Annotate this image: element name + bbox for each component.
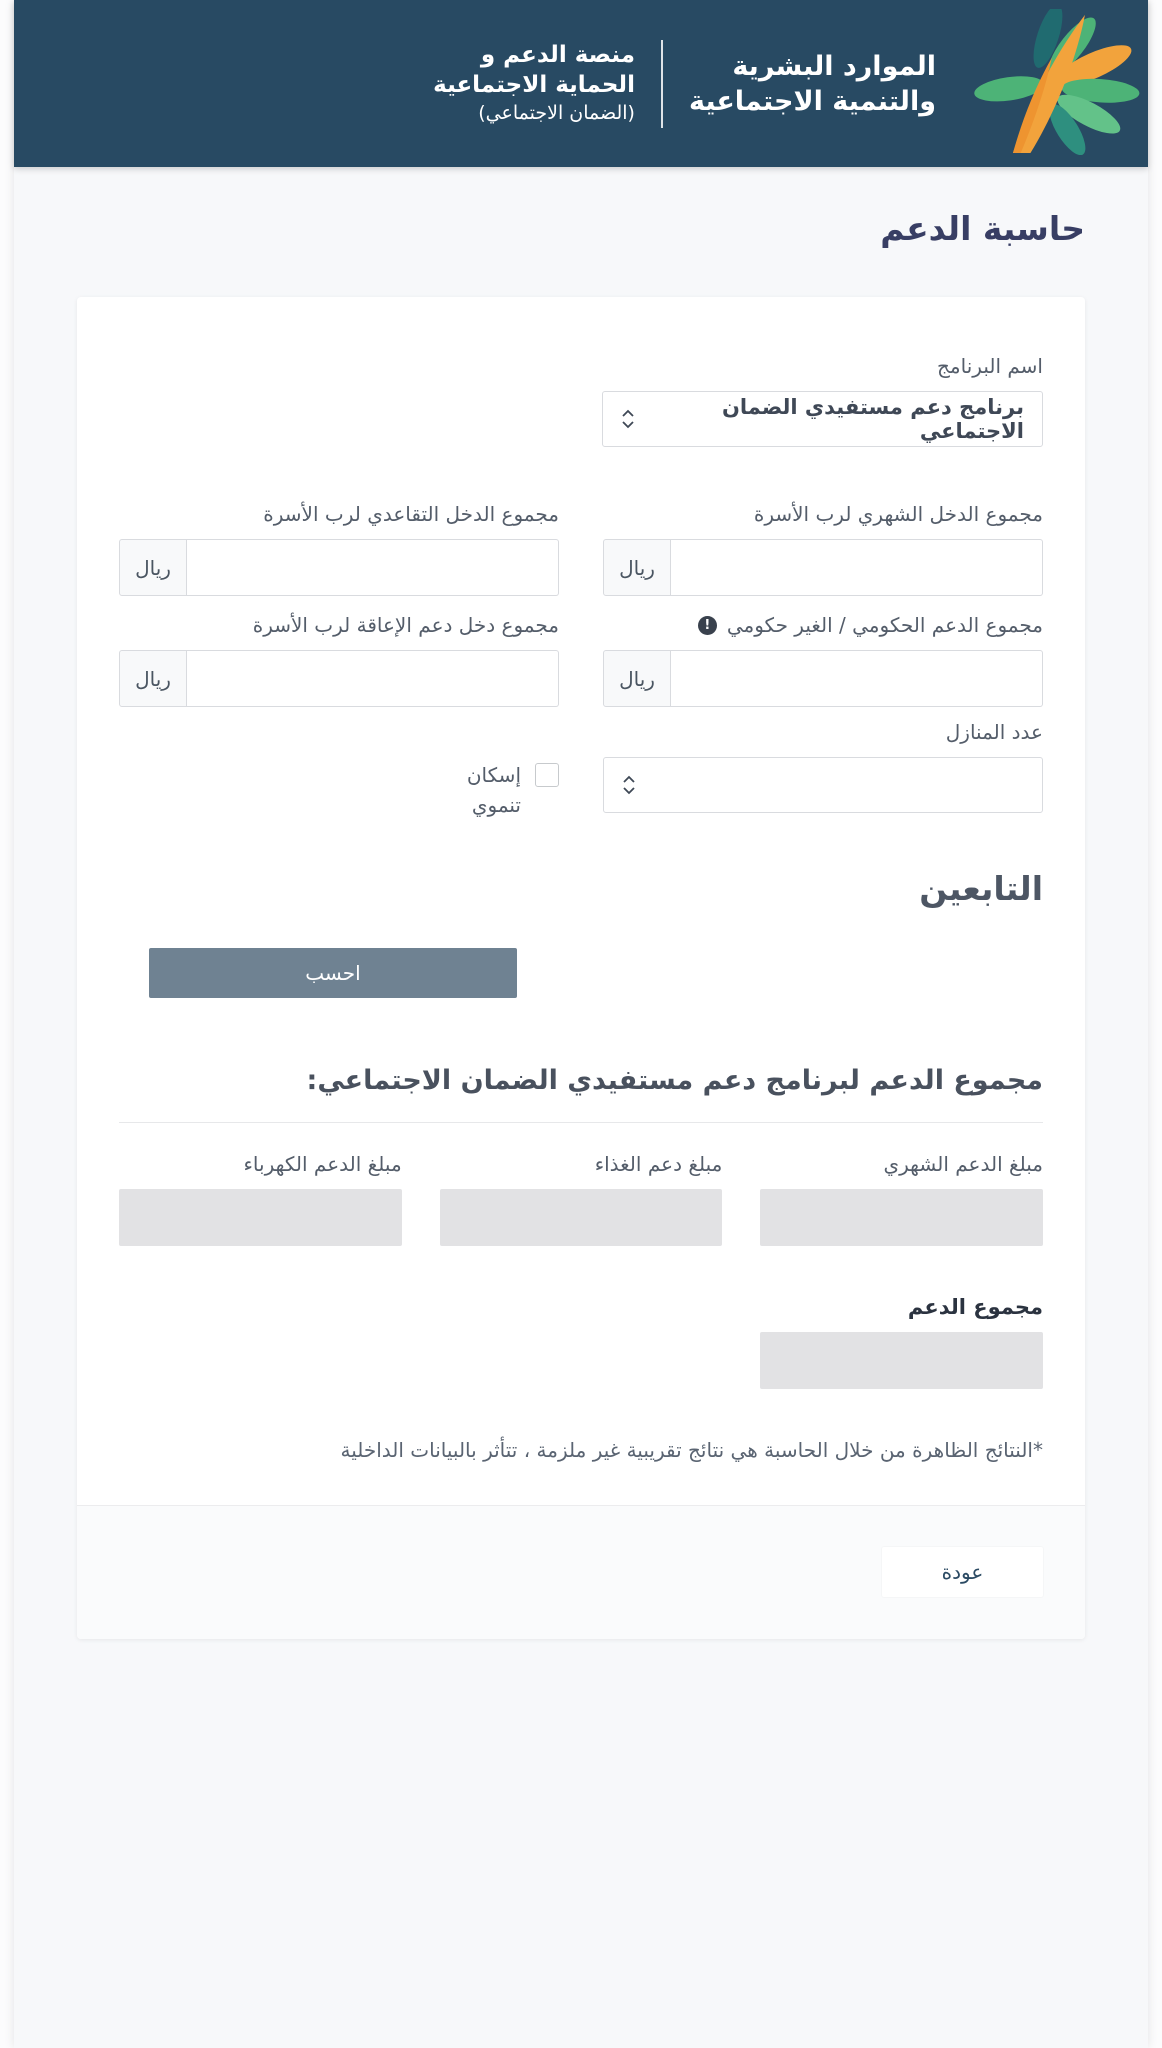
developmental-housing-label: إسكان تنموي: [466, 763, 521, 817]
disability-income-label: مجموع دخل دعم الإعاقة لرب الأسرة: [252, 613, 559, 637]
app-header: [14, 0, 1148, 167]
chevron-up-down-icon: [621, 408, 635, 430]
ministry-name-line2: والتنمية الاجتماعية: [688, 85, 936, 117]
result-food-support: [440, 1151, 723, 1246]
result-monthly-support: [760, 1151, 1043, 1246]
houses-select[interactable]: [603, 757, 1043, 813]
field-disability-income: [119, 612, 559, 707]
page-title: حاسبة الدعم: [880, 209, 1085, 248]
disability-income-input[interactable]: [187, 650, 559, 707]
houses-label: عدد المنازل: [945, 720, 1043, 744]
currency-addon: ريال: [603, 650, 671, 707]
back-button[interactable]: عودة: [882, 1547, 1043, 1597]
dependents-heading: التابعين: [919, 869, 1043, 908]
currency-addon: ريال: [119, 539, 187, 596]
platform-name: [433, 40, 635, 127]
gov-support-input[interactable]: [671, 650, 1043, 707]
calculator-card: [77, 297, 1085, 1639]
results-heading: مجموع الدعم لبرنامج دعم مستفيدي الضمان الاجتماعي:: [306, 1065, 1043, 1096]
results-disclaimer: *النتائج الظاهرة من خلال الحاسبة هي نتائج تقريبية غير ملزمة ، تتأثر بالبيانات الداخلية: [340, 1438, 1043, 1462]
field-developmental-housing: [119, 723, 559, 820]
total-support-label: مجموع الدعم: [907, 1295, 1043, 1319]
card-footer: [77, 1505, 1085, 1639]
gov-support-label: مجموع الدعم الحكومي / الغير حكومي: [726, 613, 1043, 637]
ministry-name: [689, 49, 936, 119]
developmental-housing-checkbox[interactable]: [535, 763, 559, 787]
page-column: [14, 0, 1148, 2048]
food-support-label: مبلغ دعم الغذاء: [594, 1152, 723, 1176]
chevron-up-down-icon: [622, 774, 636, 796]
electricity-support-value: [119, 1189, 402, 1246]
result-total-support: [760, 1294, 1043, 1389]
retirement-income-label: مجموع الدخل التقاعدي لرب الأسرة: [263, 502, 559, 526]
field-monthly-income: [603, 501, 1043, 596]
ministry-name-line1: الموارد البشرية: [732, 50, 936, 82]
program-name-label: اسم البرنامج: [937, 354, 1043, 378]
platform-name-line2: الحماية الاجتماعية: [433, 72, 635, 98]
result-electricity-support: [119, 1151, 402, 1246]
total-support-value: [760, 1332, 1043, 1389]
exclamation-circle-icon[interactable]: !: [698, 616, 717, 635]
monthly-support-value: [760, 1189, 1043, 1246]
monthly-support-label: مبلغ الدعم الشهري: [883, 1152, 1043, 1176]
results-divider: [119, 1122, 1043, 1123]
field-houses: [603, 719, 1043, 820]
monthly-income-input[interactable]: [671, 539, 1043, 596]
retirement-income-input[interactable]: [187, 539, 559, 596]
platform-name-line1: منصة الدعم و: [480, 42, 635, 68]
program-select-value: برنامج دعم مستفيدي الضمان الاجتماعي: [721, 395, 1024, 443]
monthly-income-label: مجموع الدخل الشهري لرب الأسرة: [753, 502, 1043, 526]
currency-addon: ريال: [603, 539, 671, 596]
hrsd-palm-logo-icon: [954, 9, 1140, 159]
platform-name-line3: (الضمان الاجتماعي): [478, 102, 635, 124]
electricity-support-label: مبلغ الدعم الكهرباء: [243, 1152, 402, 1176]
currency-addon: ريال: [119, 650, 187, 707]
field-retirement-income: [119, 501, 559, 596]
program-select[interactable]: [602, 391, 1043, 447]
header-divider: [661, 40, 663, 128]
field-gov-support: [603, 612, 1043, 707]
food-support-value: [440, 1189, 723, 1246]
calculate-button[interactable]: احسب: [149, 948, 517, 998]
